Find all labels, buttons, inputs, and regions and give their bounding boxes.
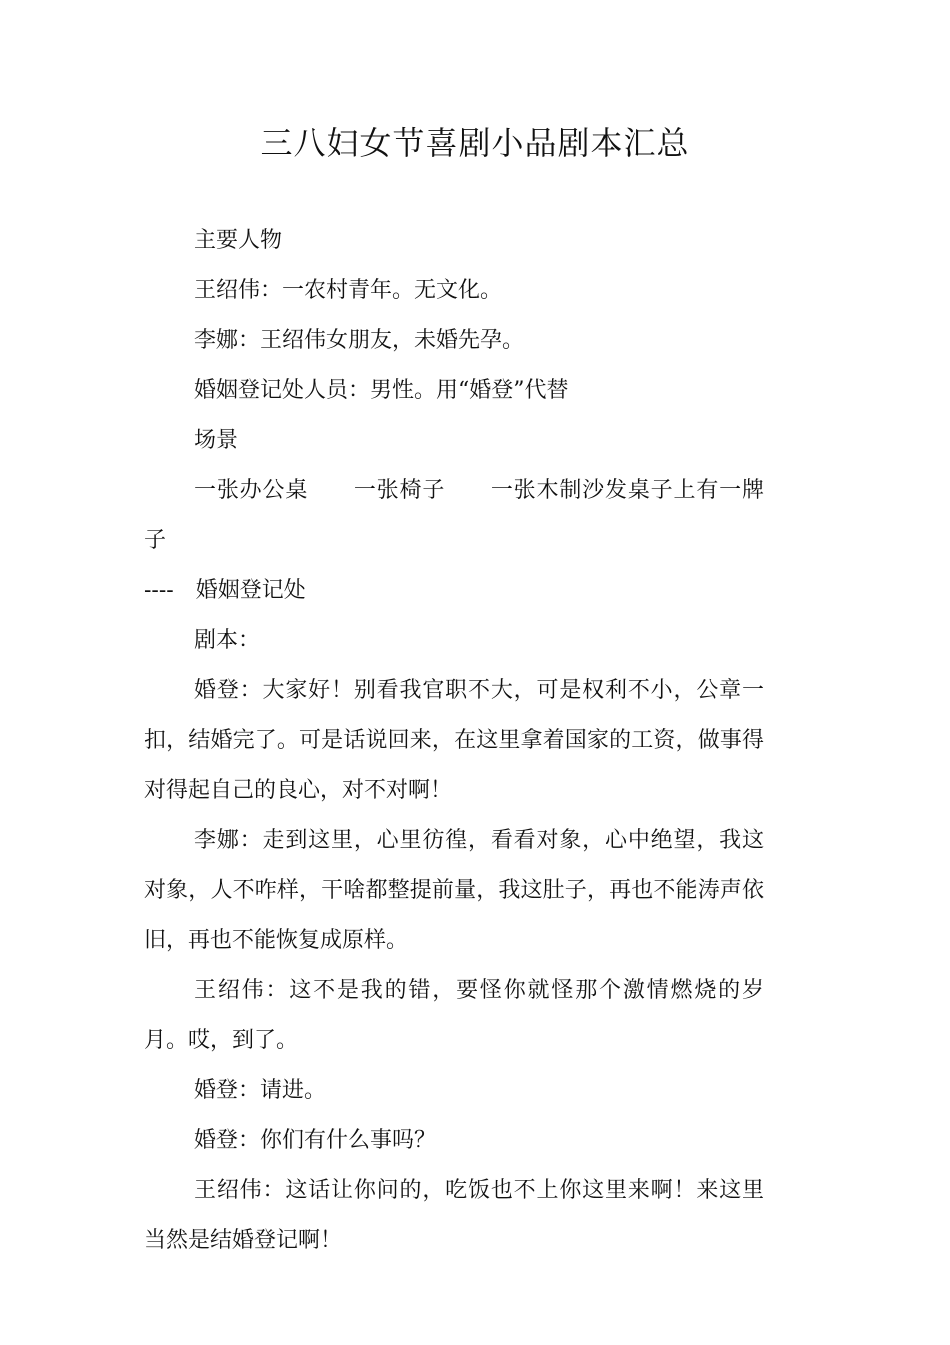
paragraph-dialogue-5: 婚登：你们有什么事吗？ xyxy=(194,1128,437,1153)
paragraph-script-heading: 剧本： xyxy=(194,628,261,653)
paragraph-dialogue-2: 李娜：走到这里，心里彷徨，看看对象，心中绝望，我这对象，人不咋样，干啥都整提前量，我这肚子，再也不能涛声依旧，再也不能恢复成原样。 xyxy=(144,828,764,953)
paragraph-dialogue-4: 婚登：请进。 xyxy=(194,1078,327,1103)
paragraph-scene-sign: ---- 婚姻登记处 xyxy=(144,578,306,603)
paragraph-character-wang: 王绍伟：一农村青年。无文化。 xyxy=(194,278,503,303)
paragraph-dialogue-3: 王绍伟：这不是我的错，要怪你就怪那个激情燃烧的岁月。哎，到了。 xyxy=(144,978,764,1053)
paragraph-character-registrar: 婚姻登记处人员：男性。用“婚登”代替 xyxy=(194,378,569,403)
paragraph-dialogue-6: 王绍伟：这话让你问的，吃饭也不上你这里来啊！来这里当然是结婚登记啊！ xyxy=(144,1178,764,1253)
paragraph-character-lina: 李娜：王绍伟女朋友，未婚先孕。 xyxy=(194,328,525,353)
document-body xyxy=(144,216,764,1266)
paragraph-scene-props: 一张办公桌 一张椅子 一张木制沙发桌子上有一牌子 xyxy=(144,478,764,553)
paragraph-dialogue-1: 婚登：大家好！别看我官职不大，可是权利不小，公章一扣，结婚完了。可是话说回来，在这里拿着国家的工资，做事得对得起自己的良心，对不对啊！ xyxy=(144,678,764,803)
paragraph-characters-heading: 主要人物 xyxy=(194,228,283,253)
paragraph-scene-heading: 场景 xyxy=(194,428,239,453)
document-title: 三八妇女节喜剧小品剧本汇总 xyxy=(260,124,690,162)
